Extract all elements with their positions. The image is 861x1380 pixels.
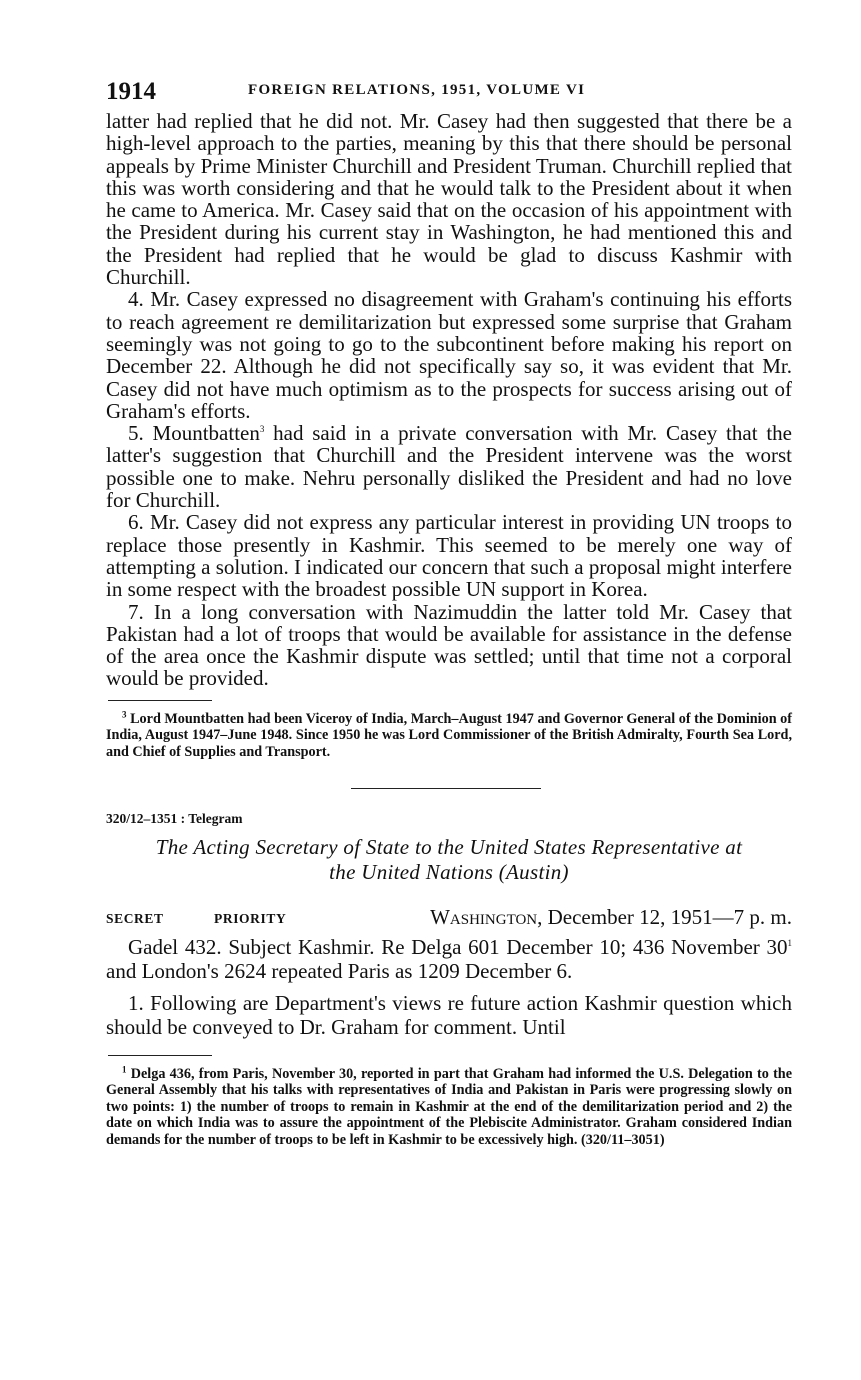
- running-title: FOREIGN RELATIONS, 1951, VOLUME VI: [248, 82, 586, 98]
- paragraph-7: 7. In a long conversation with Nazimuddin the latter told Mr. Casey that Pakistan had a lot of troops that would be available for assistance in the defense of the area once the Kashmir dispute was settled; until that time not a corporal would be provided.: [106, 599, 792, 691]
- footnote-1-marker: 1: [122, 1064, 127, 1075]
- telegram-paragraph-1-start: Gadel 432. Subject Kashmir. Re Delga 601 December 10; 436 November 30: [128, 934, 788, 959]
- paragraph-5-rest: had said in a private conversation with Mr. Casey that the latter's suggestion that Churchill and the President intervene was the worst possible one to make. Nehru personally disliked the President and had no love for Churchill.: [106, 421, 792, 513]
- footnote-1: [106, 1066, 792, 1148]
- footnote-1-body: Delga 436, from Paris, November 30, reported in part that Graham had informed the U.S. Delegation to the General Assembly that his talks with representatives of India and Pakistan in Paris were progressing slowly on two points: 1) the number of troops to remain in Kashmir at the end of the demilitarization period and 2) the date on which India was to assure the appointment of the Plebiscite Administrator. Graham considered Indian demands for the number of troops to be left in Kashmir to be excessively high. (320/11–3051): [106, 1065, 792, 1148]
- footnote-3-marker: 3: [122, 708, 127, 719]
- paragraph-5: [106, 422, 792, 511]
- precedence-label: PRIORITY: [214, 910, 287, 926]
- place-name: Washington: [430, 904, 538, 929]
- classification-label: SECRET: [106, 910, 164, 926]
- footnote-divider: [108, 700, 212, 701]
- telegram-paragraph-2: 1. Following are Department's views re future action Kashmir question which should be conveyed to Dr. Graham for comment. Until: [106, 990, 792, 1039]
- main-text: [106, 110, 792, 690]
- page-header: [106, 70, 792, 110]
- telegram-paragraph-1-rest: and London's 2624 repeated Paris as 1209 December 6.: [106, 958, 573, 983]
- paragraph-5-start: 5. Mountbatten: [128, 421, 260, 446]
- document-title-line-1: The Acting Secretary of State to the United States Representative at: [155, 834, 743, 859]
- paragraph-4: 4. Mr. Casey expressed no disagreement with Graham's continuing his efforts to reach agreement re demilitarization but expressed some surprise that Graham seemingly was not going to go to the subcontinent before making his report on December 22. Although he did not specifically say so, it was evident that Mr. Casey did not have much optimism as to the prospects for success arising out of Graham's efforts.: [106, 287, 792, 423]
- telegram-paragraph-1: [106, 935, 792, 983]
- footnote-ref-1[interactable]: 1: [787, 937, 792, 948]
- paragraph-6: 6. Mr. Casey did not express any particular interest in providing UN troops to replace those presently in Kashmir. This seemed to be merely one way of attempting a solution. I indicated our concern that such a proposal might interfere in some respect with the broadest possible UN support in Korea.: [106, 510, 792, 602]
- footnote-3-body: Lord Mountbatten had been Viceroy of India, March–August 1947 and Governor General of the Dominion of India, August 1947–June 1948. Since 1950 he was Lord Commissioner of the British Admiralty, Fourth Sea Lord, and Chief of Supplies and Transport.: [106, 710, 792, 760]
- document-file-reference: 320/12–1351 : Telegram: [106, 810, 243, 826]
- document-title: [106, 835, 792, 885]
- telegram-text: [106, 935, 792, 1039]
- document-page: [106, 70, 792, 1148]
- footnote-ref-3[interactable]: 3: [259, 424, 265, 435]
- footnote-divider-2: [108, 1055, 212, 1056]
- footnote-3-text: [106, 708, 792, 760]
- date-time: , December 12, 1951—7 p. m.: [537, 904, 792, 929]
- footnote-1-text: [106, 1066, 792, 1148]
- page-number: 1914: [106, 78, 156, 105]
- paragraph-continued: latter had replied that he did not. Mr. Casey had then suggested that there be a high-level approach to the parties, meaning by this that there should be personal appeals by Prime Minister Churchill and President Truman. Churchill replied that this was worth considering and that he would talk to the President about it when he came to America. Mr. Casey said that on the occasion of his appointment with the President during his current stay in Washington, he had mentioned this and the President had replied that he would be glad to discuss Kashmir with Churchill.: [106, 109, 792, 290]
- place-date: [430, 905, 792, 930]
- document-title-line-2: the United Nations (Austin): [329, 859, 569, 884]
- dateline: [106, 905, 792, 935]
- section-separator: [351, 788, 541, 789]
- footnote-3: [106, 708, 792, 760]
